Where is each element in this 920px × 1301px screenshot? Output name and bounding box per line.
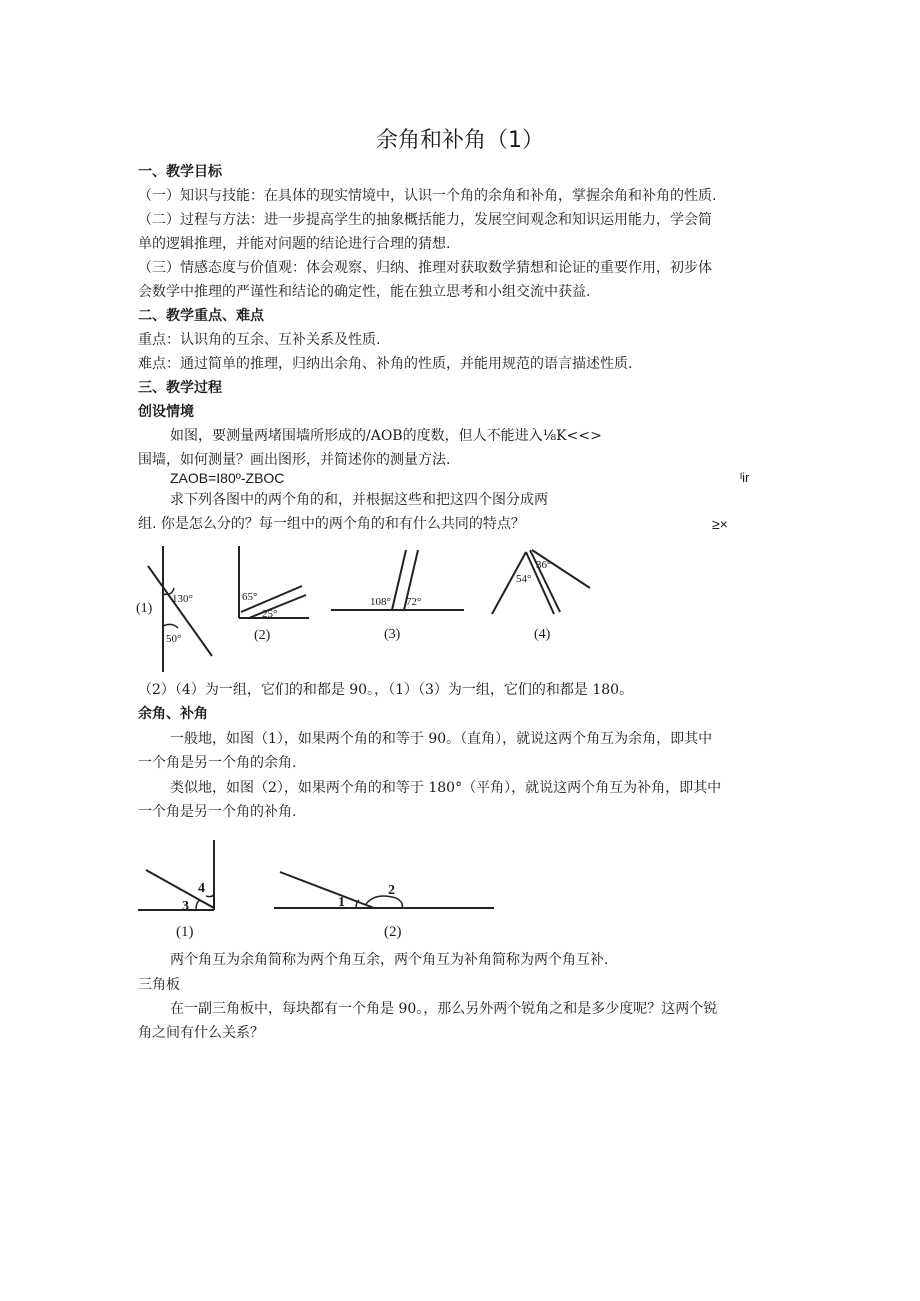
page-title: 余角和补角（1） bbox=[376, 128, 544, 153]
goal-process-line1: （二）过程与方法：进一步提高学生的抽象概括能力，发展空间观念和知识运用能力，学会简 bbox=[138, 212, 712, 228]
figure-2-angle-a: 65° bbox=[242, 591, 258, 603]
figure-1-angle-b: 50° bbox=[166, 633, 182, 645]
difficult-point: 难点：通过简单的推理，归纳出余角、补角的性质，并能用规范的语言描述性质. bbox=[138, 356, 633, 372]
side-mark: ≥× bbox=[712, 516, 728, 532]
key-point: 重点：认识角的互余、互补关系及性质. bbox=[138, 332, 381, 348]
supplement-definition-line2: 一个角是另一个角的补角. bbox=[138, 804, 297, 820]
definition-figure-2-angle-2: 2 bbox=[388, 883, 395, 898]
summary-sentence: 两个角互为余角简称为两个角互余，两个角互为补角简称为两个角互补. bbox=[170, 952, 609, 968]
figure-4-angle-a: 54° bbox=[516, 573, 532, 585]
section-heading-goals: 一、教学目标 bbox=[138, 164, 222, 180]
formula: ZAOB=I80º-ZBOC bbox=[170, 470, 285, 486]
figure-mark: ᴵir bbox=[740, 470, 750, 485]
section-heading-process: 三、教学过程 bbox=[138, 380, 222, 396]
figure-4-angle-b: 36° bbox=[536, 559, 552, 571]
definition-figure-1-angle-4: 4 bbox=[198, 881, 205, 896]
set-square-question-line2: 角之间有什么关系？ bbox=[138, 1025, 264, 1041]
angle-figures-row bbox=[134, 538, 604, 678]
figure-3 bbox=[331, 550, 464, 610]
figure-4-label: (4) bbox=[534, 627, 551, 642]
grouping-answer: （2）（4）为一组，它们的和都是 90。，（1）（3）为一组，它们的和都是 180。 bbox=[138, 682, 634, 698]
set-square-question-line1: 在一副三角板中，每块都有一个角是 90。，那么另外两个锐角之和是多少度呢？这两个锐 bbox=[170, 1001, 718, 1017]
goal-attitude-line2: 会数学中推理的严谨性和结论的确定性，能在独立思考和小组交流中获益. bbox=[138, 284, 591, 300]
subheading-set-square: 三角板 bbox=[138, 977, 180, 993]
figure-1-angle-a: 130° bbox=[172, 593, 193, 605]
scenario-para1-line1: 如图，要测量两堵围墙所形成的/AOB的度数，但人不能进入⅛K<<> bbox=[170, 428, 602, 444]
section-heading-key-points: 二、教学重点、难点 bbox=[138, 308, 264, 324]
goal-process-line2: 单的逻辑推理，并能对问题的结论进行合理的猜想. bbox=[138, 236, 451, 252]
definition-figure-1-angle-3: 3 bbox=[182, 899, 189, 914]
scenario-para1-line2: 围墙，如何测量？画出图形，并简述你的测量方法. bbox=[138, 452, 451, 468]
subheading-scenario: 创设情境 bbox=[138, 404, 194, 420]
figure-3-angle-b: 72° bbox=[406, 596, 422, 608]
definition-figures-row bbox=[134, 836, 504, 946]
figure-2-angle-b: 25° bbox=[262, 608, 278, 620]
definition-figure-1 bbox=[138, 840, 214, 910]
scenario-para2-line2: 组. 你是怎么分的？每一组中的两个角的和有什么共同的特点？ bbox=[138, 516, 525, 532]
figure-1-label: (1) bbox=[136, 601, 153, 616]
complement-definition-line2: 一个角是另一个角的余角. bbox=[138, 755, 297, 771]
subheading-complement-supplement: 余角、补角 bbox=[138, 706, 208, 722]
figure-3-angle-a: 108° bbox=[370, 596, 391, 608]
figure-2-label: (2) bbox=[254, 628, 271, 643]
goal-knowledge: （一）知识与技能：在具体的现实情境中，认识一个角的余角和补角，掌握余角和补角的性质. bbox=[138, 188, 717, 204]
definition-figure-2 bbox=[274, 872, 494, 908]
figure-1 bbox=[148, 546, 212, 672]
definition-figure-2-label: (2) bbox=[384, 924, 402, 940]
figure-3-label: (3) bbox=[384, 627, 401, 642]
definition-figure-1-label: (1) bbox=[176, 924, 194, 940]
complement-definition-line1: 一般地，如图（1），如果两个角的和等于 90。（直角），就说这两个角互为余角，即其中 bbox=[170, 731, 713, 747]
scenario-para2-line1: 求下列各图中的两个角的和，并根据这些和把这四个图分成两 bbox=[170, 492, 548, 508]
goal-attitude-line1: （三）情感态度与价值观：体会观察、归纳、推理对获取数学猜想和论证的重要作用，初步体 bbox=[138, 260, 712, 276]
supplement-definition-line1: 类似地，如图（2），如果两个角的和等于 180°（平角），就说这两个角互为补角，即其中 bbox=[170, 780, 722, 796]
definition-figure-2-angle-1: 1 bbox=[338, 895, 345, 910]
